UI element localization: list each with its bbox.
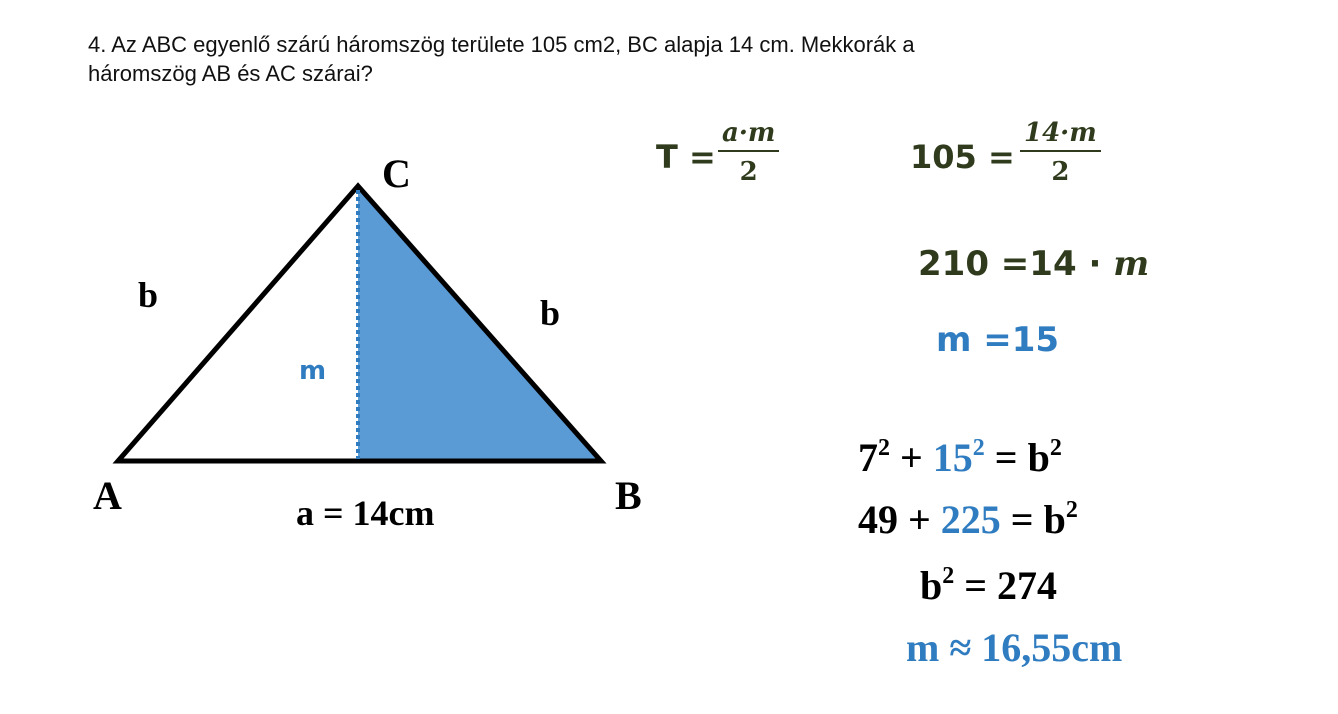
base-label: a = 14cm	[296, 493, 435, 533]
side-b-left-label: b	[138, 275, 159, 315]
problem-line-1: 4. Az ABC egyenlő szárú háromszög területe 105 cm2, BC alapja 14 cm. Mekkorák a	[88, 32, 915, 57]
final-result: m ≈ 16,55cm	[906, 625, 1123, 670]
substitution-denominator: 2	[1051, 157, 1070, 187]
exponent: 2	[972, 435, 985, 461]
exponent: 2	[1065, 497, 1078, 523]
equals-b: = b	[984, 435, 1050, 480]
pythagoras-row-1	[858, 434, 1062, 481]
step-210-left: 210 =14 ·	[918, 244, 1114, 284]
term-b: b	[920, 563, 943, 608]
area-denominator: 2	[739, 157, 758, 187]
area-formula-lhs: T =	[656, 138, 716, 176]
term-15: 15	[932, 435, 973, 480]
pythagoras-row-2	[858, 496, 1078, 543]
exponent: 2	[878, 435, 890, 461]
equals-b: = b	[1000, 497, 1066, 542]
equals-274: = 274	[954, 563, 1058, 608]
exponent: 2	[942, 563, 955, 589]
plus-sign: +	[890, 435, 933, 480]
term-225: 225	[940, 497, 1001, 542]
vertex-c-label: C	[382, 151, 411, 196]
side-b-right-label: b	[540, 293, 561, 333]
step-210-var: m	[1113, 244, 1150, 284]
substitution-numerator: 14·m	[1024, 118, 1097, 148]
height-m-label: m	[299, 356, 327, 386]
substitution-fraction	[1020, 116, 1101, 192]
vertex-a-label: A	[93, 473, 122, 518]
term-7: 7	[858, 435, 878, 480]
problem-line-2: háromszög AB és AC szárai?	[88, 61, 373, 86]
area-numerator: a·m	[722, 118, 776, 148]
substitution-lhs: 105 =	[910, 138, 1015, 176]
step-210-equation	[918, 244, 1149, 284]
exponent: 2	[1049, 435, 1062, 461]
vertex-b-label: B	[615, 473, 642, 518]
area-fraction	[718, 116, 779, 192]
pythagoras-row-3	[920, 562, 1057, 609]
term-49: 49 +	[858, 497, 941, 542]
result-m-15: m =15	[936, 320, 1060, 360]
